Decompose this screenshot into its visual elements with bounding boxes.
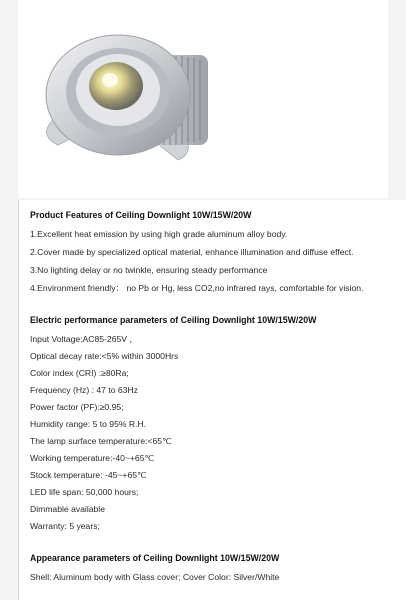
feature-item: 1.Excellent heat emission by using high grade aluminum alloy body. <box>30 229 288 239</box>
feature-item: 2.Cover made by specialized optical material, enhance illumination and diffuse effect. <box>30 247 354 257</box>
product-photo <box>18 0 388 198</box>
downlight-image <box>18 0 388 198</box>
electric-item: Optical decay rate:<5% within 3000Hrs <box>30 351 179 361</box>
electric-item: Working temperature:-40~+65℃ <box>30 453 155 463</box>
features-heading: Product Features of Ceiling Downlight 10W/15W/20W <box>30 210 252 220</box>
electric-item: Warranty: 5 years; <box>30 521 100 531</box>
electric-item: Dimmable available <box>30 504 105 514</box>
feature-item: 3.No lighting delay or no twinkle, ensuring steady performance <box>30 265 268 275</box>
product-description <box>18 200 406 600</box>
electric-heading: Electric performance parameters of Ceiling Downlight 10W/15W/20W <box>30 315 317 325</box>
electric-item: Input Voltage:AC85-265V ， <box>30 334 138 344</box>
appearance-heading: Appearance parameters of Ceiling Downlight 10W/15W/20W <box>30 553 280 563</box>
electric-item: Stock temperature: -45~+65℃ <box>30 470 147 480</box>
electric-item: Humidity range: 5 to 95% R.H. <box>30 419 147 429</box>
appearance-item: Shell: Aluminum body with Glass cover; Cover Color: Silver/White <box>30 572 280 582</box>
lens <box>89 62 143 110</box>
electric-item: The lamp surface temperature:<65℃ <box>30 436 172 446</box>
electric-item: Color index (CRI) :≥80Ra; <box>30 368 129 378</box>
feature-item: 4.Environment friendly： no Pb or Hg, less CO2,no infrared rays, comfortable for vision. <box>30 283 364 293</box>
electric-item: Power factor (PF):≥0.95; <box>30 402 124 412</box>
electric-item: LED life span: 50,000 hours; <box>30 487 139 497</box>
electric-item: Frequency (Hz) : 47 to 63Hz <box>30 385 138 395</box>
